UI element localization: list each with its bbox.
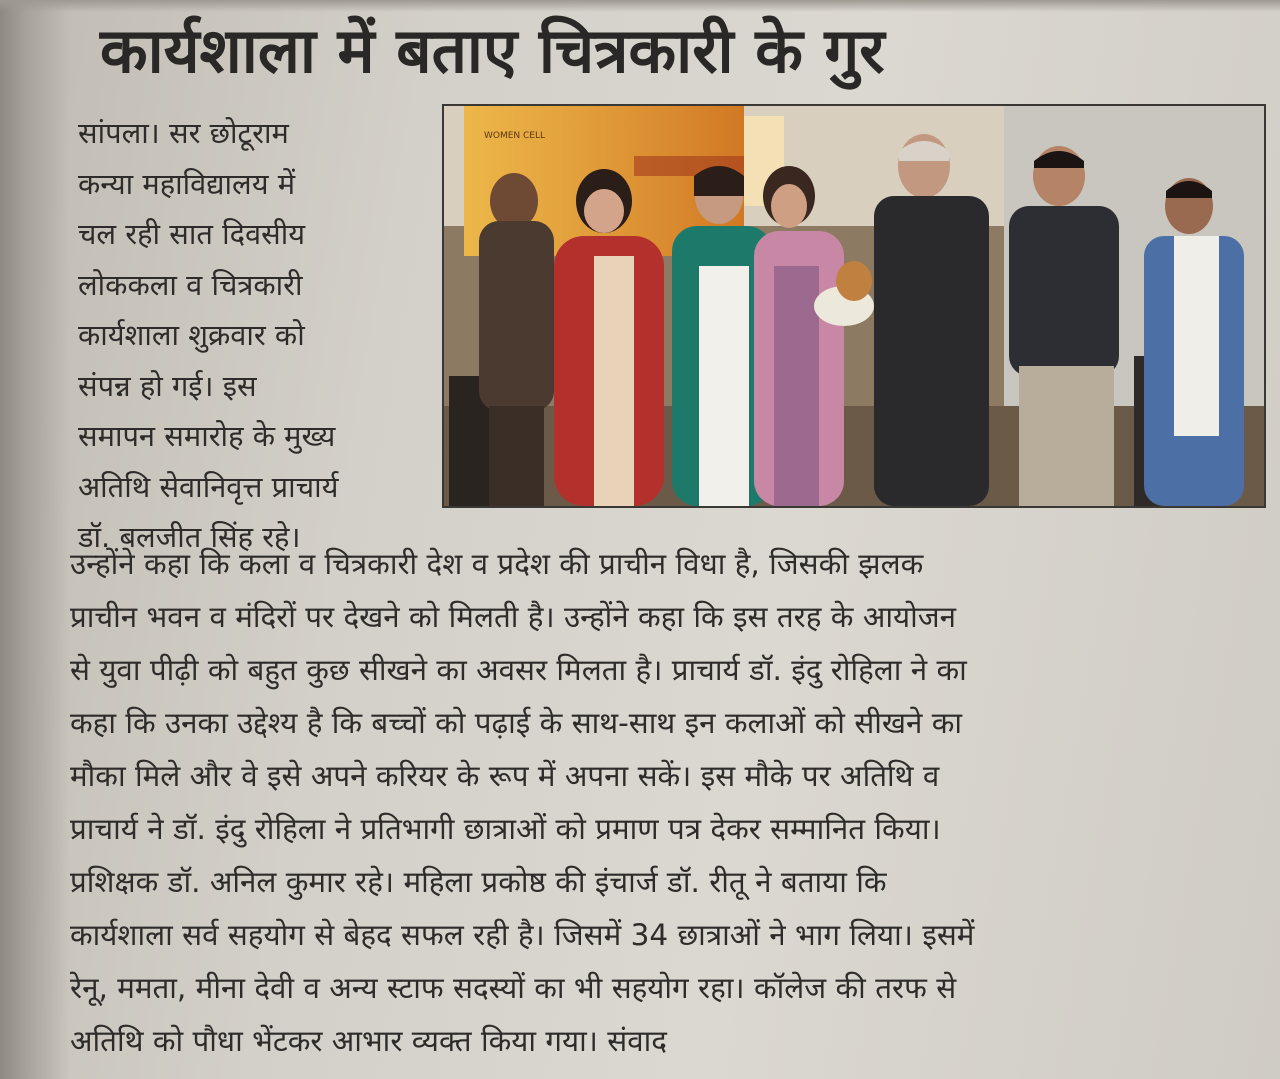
page-fold-shadow bbox=[0, 0, 70, 1079]
lead-line: संपन्न हो गई। इस bbox=[78, 368, 257, 403]
article-lead-column bbox=[78, 108, 438, 563]
lead-line: समापन समारोह के मुख्य bbox=[78, 419, 336, 453]
body-line: प्राचीन भवन व मंदिरों पर देखने को मिलती है। उन्होंने कहा कि इस तरह के आयोजन bbox=[70, 600, 956, 634]
lead-line: लोककला व चित्रकारी bbox=[78, 267, 303, 302]
body-line: प्रशिक्षक डॉ. अनिल कुमार रहे। महिला प्रकोष्ठ की इंचार्ज डॉ. रीतू ने बताया कि bbox=[70, 865, 887, 899]
lead-line: अतिथि सेवानिवृत्त प्राचार्य bbox=[78, 469, 339, 504]
article-body bbox=[70, 538, 1270, 1068]
body-line: रेनू, ममता, मीना देवी व अन्य स्टाफ सदस्यों का भी सहयोग रहा। कॉलेज की तरफ से bbox=[70, 971, 957, 1005]
lead-line: कार्यशाला शुक्रवार को bbox=[78, 318, 305, 352]
body-line: प्राचार्य ने डॉ. इंदु रोहिला ने प्रतिभागी छात्राओं को प्रमाण पत्र देकर सम्मानित किया। bbox=[70, 812, 941, 846]
banner-text: WOMEN CELL bbox=[484, 131, 546, 141]
body-line: से युवा पीढ़ी को बहुत कुछ सीखने का अवसर मिलता है। प्राचार्य डॉ. इंदु रोहिला ने का bbox=[70, 653, 967, 687]
body-line: कहा कि उनका उद्देश्य है कि बच्चों को पढ़ाई के साथ-साथ इन कलाओं को सीखने का bbox=[70, 706, 963, 740]
body-line: उन्होंने कहा कि कला व चित्रकारी देश व प्रदेश की प्राचीन विधा है, जिसकी झलक bbox=[70, 547, 924, 581]
article-photo bbox=[442, 104, 1266, 508]
lead-line: कन्या महाविद्यालय में bbox=[78, 166, 296, 201]
lead-line: चल रही सात दिवसीय bbox=[78, 217, 306, 251]
lead-line: डॉ. बलजीत सिंह रहे। bbox=[78, 520, 301, 554]
body-line: कार्यशाला सर्व सहयोग से बेहद सफल रही है। जिसमें 34 छात्राओं ने भाग लिया। इसमें bbox=[70, 918, 975, 952]
body-line: अतिथि को पौधा भेंटकर आभार व्यक्त किया गया। संवाद bbox=[70, 1024, 667, 1058]
article-headline: कार्यशाला में बताए चित्रकारी के गुर bbox=[100, 14, 885, 87]
body-line: मौका मिले और वे इसे अपने करियर के रूप में अपना सकें। इस मौके पर अतिथि व bbox=[70, 759, 940, 793]
lead-line: सांपला। सर छोटूराम bbox=[78, 116, 289, 150]
